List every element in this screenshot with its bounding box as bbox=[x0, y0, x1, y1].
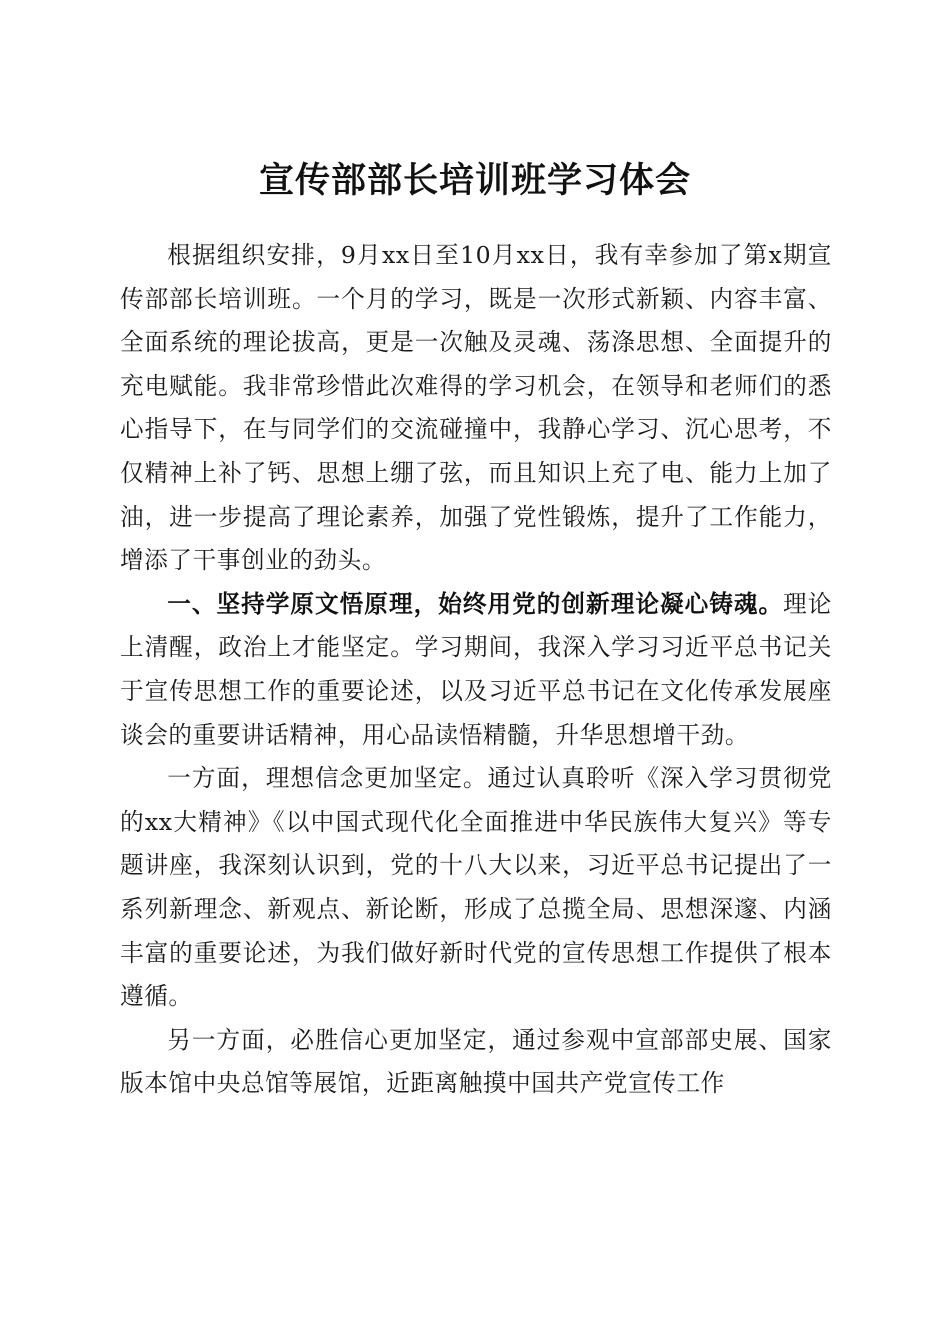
paragraph-section-one-text: 理论上清醒，政治上才能坚定。学习期间，我深入学习习近平总书记关于宣传思想工作的重要论述，以及习近平总书记在文化传承发展座谈会的重要讲话精神，用心品读悟精髓，升华思想增干劲。 bbox=[120, 589, 833, 749]
section-heading-one: 一、坚持学原文悟原理，始终用党的创新理论凝心铸魂。 bbox=[167, 589, 784, 618]
paragraph-other-aspect-text: 另一方面，必胜信心更加坚定，通过参观中宣部部史展、国家版本馆中央总馆等展馆，近距离触摸中国共产党宣传工作 bbox=[120, 1025, 832, 1098]
paragraph-intro bbox=[120, 234, 832, 583]
paragraph-section-one bbox=[120, 583, 832, 757]
paragraph-intro-text: 根据组织安排，9月xx日至10月xx日，我有幸参加了第x期宣传部部长培训班。一个月的学习，既是一次形式新颖、内容丰富、全面系统的理论拔高，更是一次触及灵魂、荡涤思想、全面提升的充电赋能。我非常珍惜此次难得的学习机会，在领导和老师们的悉心指导下，在与同学们的交流碰撞中，我静心学习、沉心思考，不仅精神上补了钙、思想上绷了弦，而且知识上充了电、能力上加了油，进一步提高了理论素养，加强了党性锻炼，提升了工作能力，增添了干事创业的劲头。 bbox=[120, 241, 832, 575]
paragraph-other-aspect bbox=[120, 1019, 832, 1106]
paragraph-one-aspect bbox=[120, 757, 832, 1019]
document-body bbox=[120, 234, 832, 1106]
document-title: 宣传部部长培训班学习体会 bbox=[258, 160, 691, 202]
paragraph-one-aspect-text: 一方面，理想信念更加坚定。通过认真聆听《深入学习贯彻党的xx大精神》《以中国式现代化全面推进中华民族伟大复兴》等专题讲座，我深刻认识到，党的十八大以来，习近平总书记提出了一系列新理念、新观点、新论断，形成了总揽全局、思想深邃、内涵丰富的重要论述，为我们做好新时代党的宣传思想工作提供了根本遵循。 bbox=[120, 764, 832, 1011]
